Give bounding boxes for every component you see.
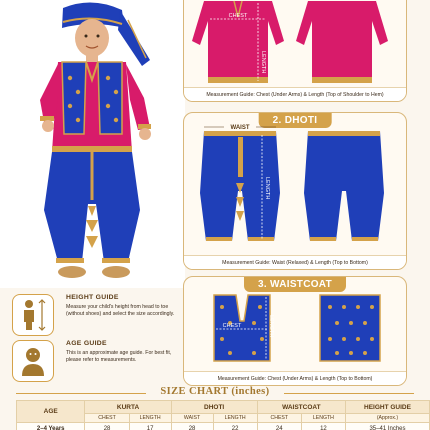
row-height: 35–41 Inches [345,423,429,430]
age-guide [12,340,172,384]
row-waistcoat-length: 12 [301,423,345,430]
dhoti-diagram [184,113,407,270]
kurta-chest-label: CHEST [228,13,248,19]
row-dhoti-length: 22 [213,423,257,430]
model-photo [0,0,185,288]
waistcoat-chest-label: CHEST [222,323,242,329]
height-guide-text: Measure your child's height from head to toe (without shoes) and select the size accordingly. [66,304,175,318]
row-kurta-length: 17 [129,423,171,430]
sub-kurta-chest: CHEST [85,414,129,423]
sub-waistcoat-chest: CHEST [257,414,301,423]
row-dhoti-waist: 28 [171,423,213,430]
kurta-measurement-guide: Measurement Guide: Chest (Under Arms) & Length (Top of Shoulder to Hem) [184,87,406,101]
kurta-card [183,0,407,102]
dhoti-length-label: LENGTH [264,177,270,200]
row-kurta-chest: 28 [85,423,129,430]
header-waistcoat: WAISTCOAT [257,401,345,414]
table-row [17,423,430,430]
waistcoat-section-title: 3. WAISTCOAT [244,277,346,292]
sub-dhoti-length: LENGTH [213,414,257,423]
age-guide-title: AGE GUIDE [66,340,107,347]
header-dhoti: DHOTI [171,401,257,414]
age-guide-text: This is an approximate age guide. For best fit, please refer to measurements. [66,350,172,364]
chart-title-rule-right [284,393,414,394]
waistcoat-length-label: LENGTH [268,315,274,338]
sub-height-approx: (Approx.) [345,414,429,423]
row-age: 2–4 Years [17,423,85,430]
age-child-icon [12,340,54,382]
waistcoat-card [183,276,407,386]
waistcoat-measurement-guide: Measurement Guide: Chest (Under Arms) & Length (Top to Bottom) [184,371,406,385]
dhoti-section-title: 2. DHOTI [259,113,332,128]
sub-kurta-length: LENGTH [129,414,171,423]
header-height-guide: HEIGHT GUIDE [345,401,429,414]
sub-waistcoat-length: LENGTH [301,414,345,423]
size-chart-table [16,400,430,430]
header-kurta: KURTA [85,401,171,414]
dhoti-waist-label: WAIST [230,125,250,131]
size-chart-title: SIZE CHART (inches) [160,386,270,397]
row-waistcoat-chest: 24 [257,423,301,430]
waistcoat-diagram [184,277,407,386]
kurta-length-label: LENGTH [260,51,266,74]
dhoti-measurement-guide: Measurement Guide: Waist (Relaxed) & Length (Top to Bottom) [184,255,406,269]
height-person-icon [12,294,54,336]
model-illustration [0,0,185,288]
dhoti-card [183,112,407,270]
header-age: AGE [17,401,85,423]
sub-dhoti-waist: WAIST [171,414,213,423]
height-guide-title: HEIGHT GUIDE [66,294,119,301]
height-guide [12,294,175,338]
